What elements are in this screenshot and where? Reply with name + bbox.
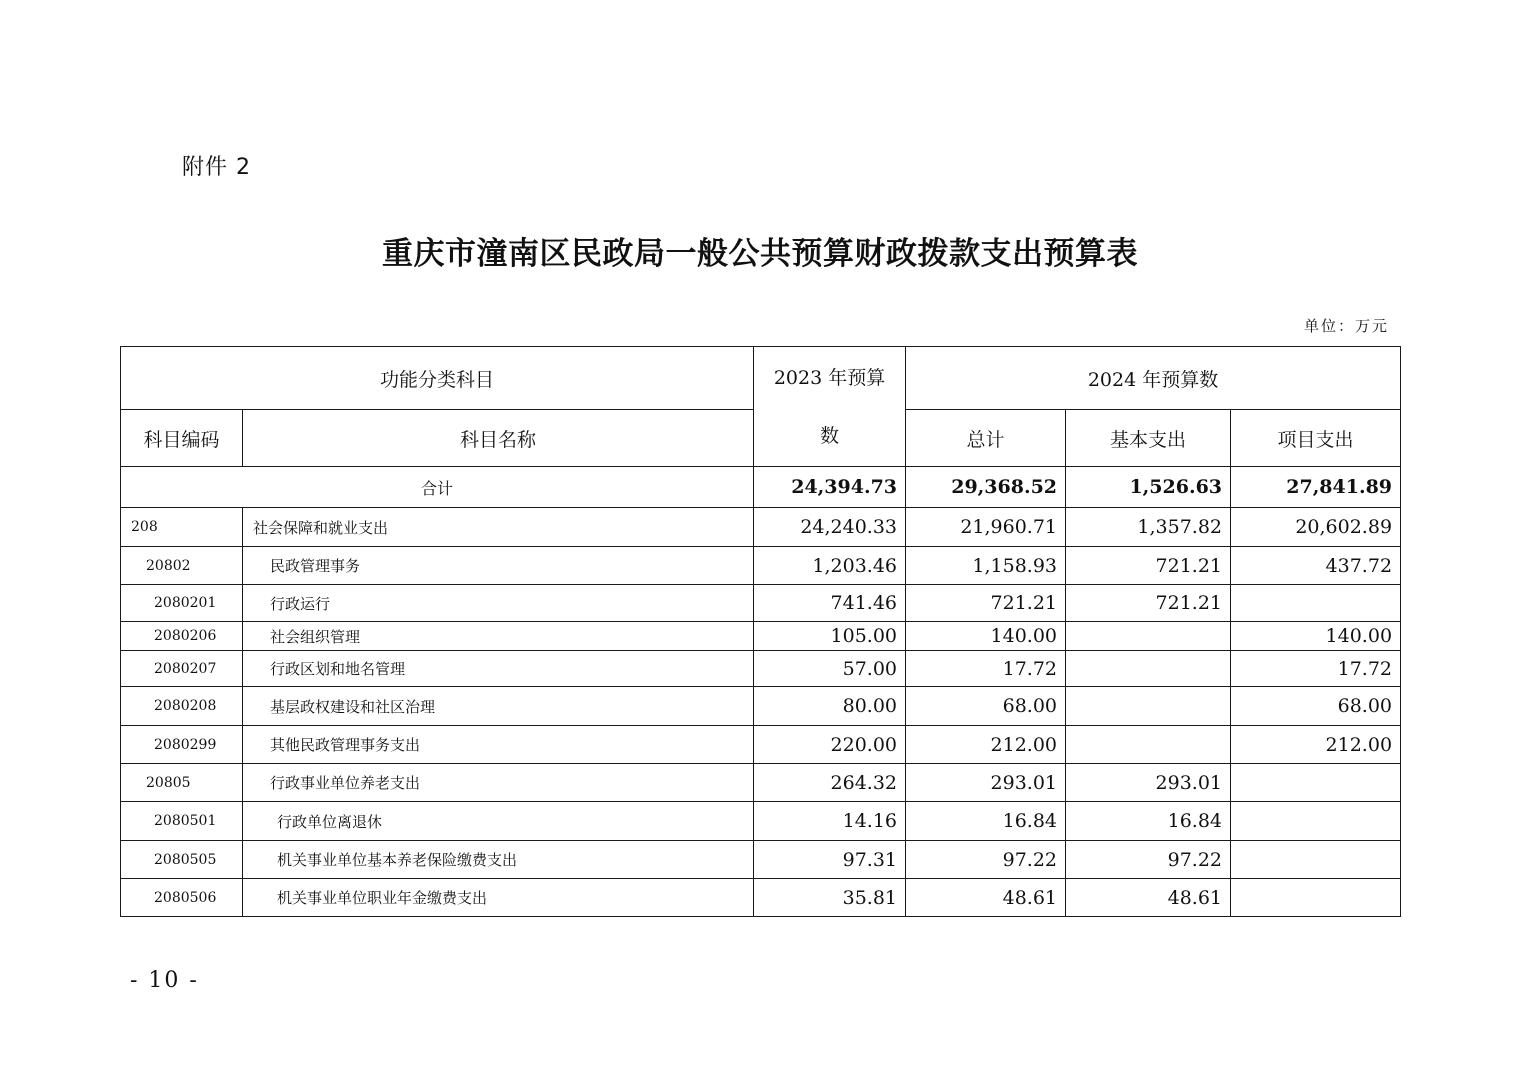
- attachment-label: 附件 2: [182, 155, 251, 180]
- row-project: [1231, 764, 1401, 802]
- row-name: 社会保障和就业支出: [243, 508, 754, 547]
- header-basic: 基本支出: [1066, 410, 1231, 467]
- row-project: 212.00: [1231, 726, 1401, 764]
- table-row: [121, 726, 1401, 764]
- row-budget-2023: 264.32: [754, 764, 906, 802]
- table-row: [121, 585, 1401, 622]
- header-budget-2023: [754, 347, 906, 467]
- row-basic: 721.21: [1066, 547, 1231, 585]
- row-project: [1231, 841, 1401, 879]
- header-total: 总计: [906, 410, 1066, 467]
- row-budget-2023: 80.00: [754, 687, 906, 726]
- row-name: 行政区划和地名管理: [243, 651, 754, 687]
- header-category: 功能分类科目: [121, 347, 754, 410]
- total-budget-2023: 24,394.73: [754, 467, 906, 508]
- row-basic: 1,357.82: [1066, 508, 1231, 547]
- row-code: 2080208: [121, 687, 243, 726]
- header-code: 科目编码: [121, 410, 243, 467]
- row-project: [1231, 802, 1401, 841]
- row-total: 212.00: [906, 726, 1066, 764]
- row-code: 2080206: [121, 622, 243, 651]
- row-name: 行政事业单位养老支出: [243, 764, 754, 802]
- row-project: 17.72: [1231, 651, 1401, 687]
- row-name: 机关事业单位基本养老保险缴费支出: [243, 841, 754, 879]
- row-project: 140.00: [1231, 622, 1401, 651]
- unit-label: 单位：万元: [1303, 317, 1389, 335]
- row-total: 17.72: [906, 651, 1066, 687]
- table-row: [121, 802, 1401, 841]
- row-name: 社会组织管理: [243, 622, 754, 651]
- header-budget-2023-text: 2023 年预算数: [773, 366, 886, 447]
- row-name: 基层政权建设和社区治理: [243, 687, 754, 726]
- total-project: 27,841.89: [1231, 467, 1401, 508]
- row-basic: 97.22: [1066, 841, 1231, 879]
- row-budget-2023: 57.00: [754, 651, 906, 687]
- row-name: 行政运行: [243, 585, 754, 622]
- row-code: 20805: [121, 764, 243, 802]
- table-row: [121, 547, 1401, 585]
- row-budget-2023: 24,240.33: [754, 508, 906, 547]
- page-title: 重庆市潼南区民政局一般公共预算财政拨款支出预算表: [382, 236, 1138, 272]
- row-code: 2080505: [121, 841, 243, 879]
- row-code: 2080506: [121, 879, 243, 917]
- row-budget-2023: 35.81: [754, 879, 906, 917]
- row-budget-2023: 14.16: [754, 802, 906, 841]
- row-budget-2023: 741.46: [754, 585, 906, 622]
- row-basic: 721.21: [1066, 585, 1231, 622]
- row-total: 721.21: [906, 585, 1066, 622]
- total-row: [121, 467, 1401, 508]
- row-budget-2023: 1,203.46: [754, 547, 906, 585]
- table-row: [121, 879, 1401, 917]
- row-project: [1231, 879, 1401, 917]
- page-number: - 10 -: [130, 968, 199, 993]
- row-code: 2080299: [121, 726, 243, 764]
- row-basic: 293.01: [1066, 764, 1231, 802]
- row-basic: 48.61: [1066, 879, 1231, 917]
- table-row: [121, 841, 1401, 879]
- row-total: 1,158.93: [906, 547, 1066, 585]
- row-total: 140.00: [906, 622, 1066, 651]
- header-budget-2024: 2024 年预算数: [906, 347, 1401, 410]
- row-basic: [1066, 726, 1231, 764]
- row-total: 16.84: [906, 802, 1066, 841]
- row-project: 20,602.89: [1231, 508, 1401, 547]
- table-row: [121, 622, 1401, 651]
- row-code: 2080501: [121, 802, 243, 841]
- row-project: [1231, 585, 1401, 622]
- row-total: 97.22: [906, 841, 1066, 879]
- header-project: 项目支出: [1231, 410, 1401, 467]
- row-code: 2080201: [121, 585, 243, 622]
- total-basic: 1,526.63: [1066, 467, 1231, 508]
- row-code: 20802: [121, 547, 243, 585]
- row-budget-2023: 97.31: [754, 841, 906, 879]
- row-project: 437.72: [1231, 547, 1401, 585]
- row-basic: 16.84: [1066, 802, 1231, 841]
- row-basic: [1066, 651, 1231, 687]
- row-basic: [1066, 687, 1231, 726]
- row-basic: [1066, 622, 1231, 651]
- row-total: 21,960.71: [906, 508, 1066, 547]
- row-total: 48.61: [906, 879, 1066, 917]
- row-name: 机关事业单位职业年金缴费支出: [243, 879, 754, 917]
- row-code: 2080207: [121, 651, 243, 687]
- table-row: [121, 687, 1401, 726]
- row-name: 其他民政管理事务支出: [243, 726, 754, 764]
- total-total: 29,368.52: [906, 467, 1066, 508]
- table-row: [121, 508, 1401, 547]
- header-name: 科目名称: [243, 410, 754, 467]
- row-total: 68.00: [906, 687, 1066, 726]
- table-row: [121, 651, 1401, 687]
- row-name: 民政管理事务: [243, 547, 754, 585]
- row-budget-2023: 220.00: [754, 726, 906, 764]
- total-label: 合计: [121, 467, 754, 508]
- row-budget-2023: 105.00: [754, 622, 906, 651]
- row-total: 293.01: [906, 764, 1066, 802]
- row-code: 208: [121, 508, 243, 547]
- row-project: 68.00: [1231, 687, 1401, 726]
- table-row: [121, 764, 1401, 802]
- budget-table: [120, 346, 1401, 917]
- row-name: 行政单位离退休: [243, 802, 754, 841]
